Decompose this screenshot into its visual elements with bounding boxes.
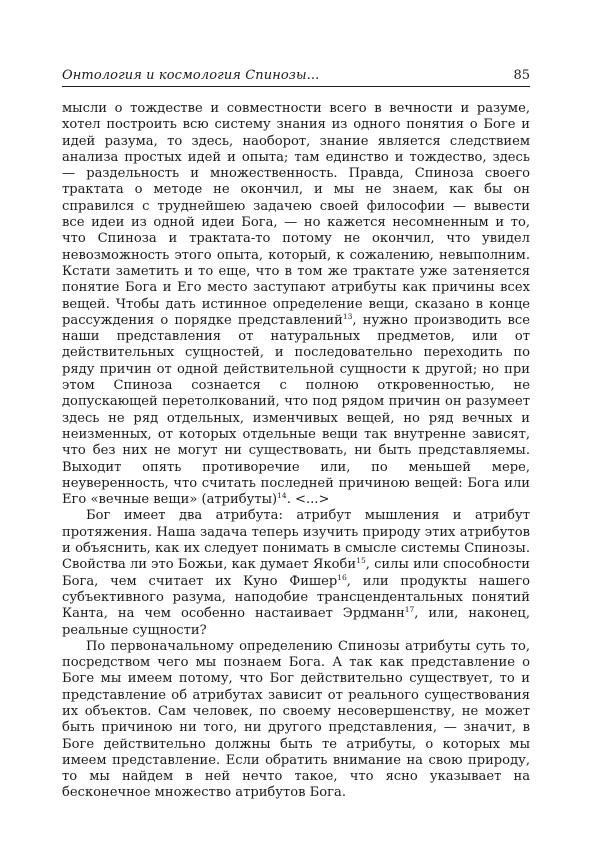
text-run: , или, наконец, реальные сущности? [62,606,530,638]
body-text [62,101,530,802]
paragraph-3 [62,639,530,802]
page-header [62,64,530,87]
running-title: Онтология и космология Спинозы... [62,68,320,83]
text-run: Бог имеет два атрибута: атрибут мышления и атрибут протяжения. Наша задача теперь изучить природу этих атрибутов и объяснить, как их следует понимать в смысле системы Спинозы. Свойства ли это Божьи, как думает Якоби [62,508,530,573]
text-run: , или продукты нашего субъективного разума, наподобие трансцендентальных понятий Канта, на чем особенно настаивает Эрдманн [62,573,530,622]
footnote-ref-14: 14 [277,491,287,501]
text-run: , силы или способности Бога, чем считает их Куно Фишер [62,557,530,589]
paragraph-2 [62,508,530,638]
text-run: . <...> [286,492,330,508]
text-run: мысли о тождестве и совместности всего в вечности и разуме, хотел построить всю систему знания из одного понятия о Боге и идей разума, то здесь, наоборот, знание является следствием анализа простых идей и опыта; там единство и тождество, здесь — раздельность и множественность. Правда, Спиноза своего трактата о методе не окончил, и мы не знаем, как бы он справился с труднейшею задачею своей философии — вывести все идеи из одной идеи Бога, — но кажется несомненным и то, что Спиноза и трактата-то потому не окончил, что увидел невозможность этого опыта, который, к сожалению, невыполним. Кстати заметить и то еще, что в том же трактате уже затеняется понятие Бога и Его место заступают атрибуты как причины всех вещей. Чтобы дать истинное определение вещи, сказано в конце рассуждения о порядке представлений [62,101,530,328]
footnote-ref-13: 13 [342,311,353,321]
footnote-ref-17: 17 [404,605,415,615]
text-run: , нужно производить все наши представления от натуральных предметов, или от действительных сущностей, и последовательно переходить по ряду причин от одной действительной сущности к другой; но при этом Спиноза сознается с полною откровенностью, не допускающей перетолкований, что под рядом причин он разумеет здесь не ряд отдельных, изменчивых вещей, но ряд вечных и неизменных, от которых отдельные вещи так внутренне зависят, что без них не могут ни существовать, ни быть представляемы. Выходит опять противоречие или, по меньшей мере, неуверенность, что считать последней причиною вещей: Бога или Его «вечные вещи» (атрибуты) [62,312,530,508]
page-number: 85 [513,68,530,83]
paragraph-1 [62,101,530,508]
footnote-ref-15: 15 [356,556,366,566]
footnote-ref-16: 16 [337,572,347,582]
text-run: По первоначальному определению Спинозы атрибуты суть то, посредством чего мы познаем Бога. А так как представление о Боге мы имеем потому, что Бог действительно существует, то и представление об атрибутах зависит от реального существования их объектов. Сам человек, по своему несовершенству, не может быть причиною ни того, ни другого представления, — значит, в Боге действительно должны быть те атрибуты, о которых мы имеем представление. Если обратить внимание на свою природу, то мы найдем в ней нечто такое, что ясно указывает на бесконечное множество атрибутов Бога. [62,638,530,801]
